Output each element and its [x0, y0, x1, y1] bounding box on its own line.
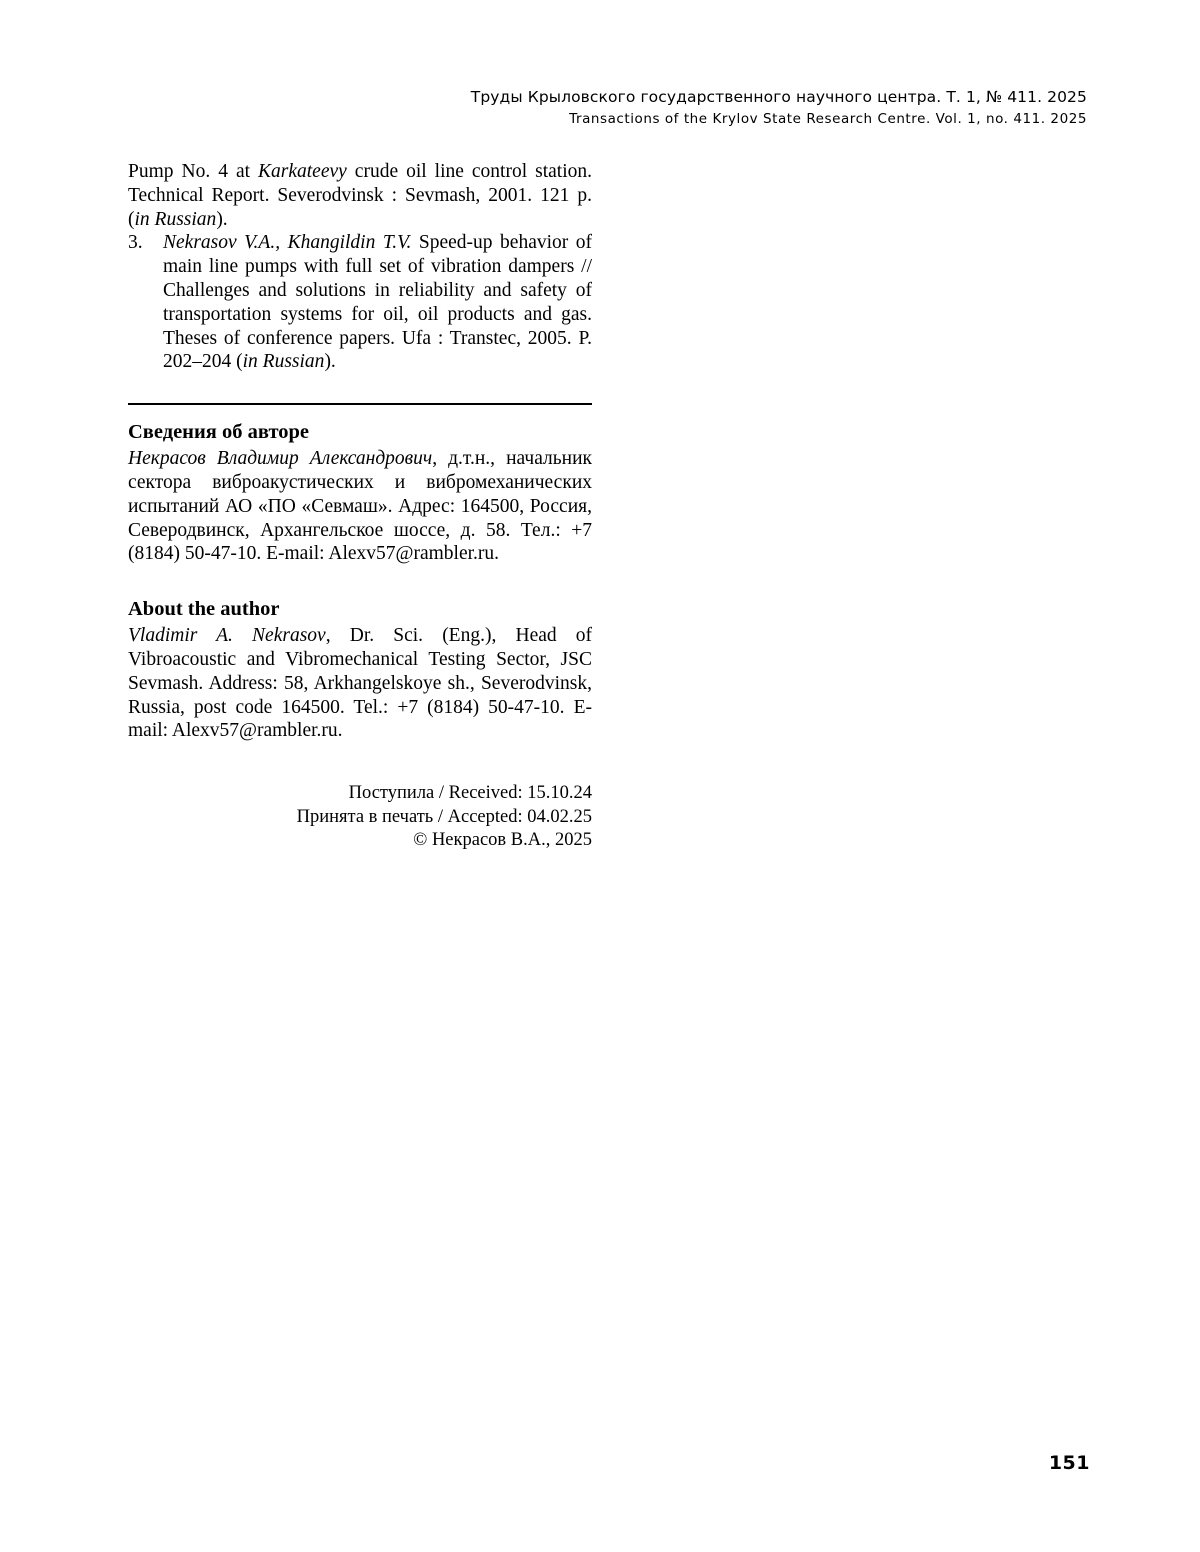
- author-section-heading-en: About the author: [128, 598, 280, 621]
- ref-cont-italic2: in Russian: [134, 208, 217, 230]
- author-name-ru: Некрасов Владимир Александрович: [128, 448, 433, 470]
- reference-body-end: ).: [324, 351, 336, 373]
- date-received: Поступила / Received: 15.10.24: [348, 783, 592, 803]
- date-accepted: Принята в печать / Accepted: 04.02.25: [296, 806, 592, 827]
- author-body-ru: , д.т.н., начальник сектора виброакустических и вибромеханических испытаний АО «ПО «Севмаш». Адрес: 164500, Россия, Северодвинск, Архангельское шоссе, д. 58. Тел.: +7 (8184) 50-47-10. E-mail: Alexv57@rambler.ru.: [128, 448, 593, 565]
- reference-body: Speed-up behavior of main line pumps with full set of vibration dampers // Challenges and solutions in reliability and safety of transportation systems for oil, oil products and gas. Theses of conference papers. Ufa : Transtec, 2005. P. 202–204 (: [163, 232, 592, 373]
- reference-authors: Nekrasov V.A., Khangildin T.V.: [163, 232, 412, 254]
- ref-cont-part2: crude oil line control station. Technical Report. Severodvinsk : Sevmash, 2001. 121 p. (: [128, 161, 592, 230]
- main-text-column: [128, 160, 592, 743]
- reference-continued: [128, 160, 592, 231]
- running-head-russian: Труды Крыловского государственного научного центра. Т. 1, № 411. 2025: [470, 88, 1087, 106]
- copyright-line: © Некрасов В.А., 2025: [413, 830, 592, 850]
- author-info-ru: [128, 447, 592, 566]
- author-name-en: Vladimir A. Nekrasov: [128, 625, 326, 647]
- reference-italic-tail: in Russian: [242, 351, 325, 373]
- running-head: [471, 88, 1087, 127]
- ref-cont-italic1: Karkateevy: [258, 161, 347, 182]
- reference-number: 3.: [128, 232, 143, 254]
- submission-dates: [128, 782, 592, 853]
- author-body-en: , Dr. Sci. (Eng.), Head of Vibroacoustic and Vibromechanical Testing Sector, JSC Sevmash. Address: 58, Arkhangelskoye sh., Severodvinsk, Russia, post code 164500. Tel.: +7 (8184) 50-47-10. E-mail: Alexv57@rambler.ru.: [128, 625, 593, 742]
- section-divider: [128, 403, 592, 405]
- author-section-heading-ru: Сведения об авторе: [128, 421, 309, 444]
- author-info-en: [128, 624, 592, 743]
- ref-cont-part3: ).: [216, 208, 228, 230]
- page-number: 151: [1048, 1452, 1090, 1474]
- ref-cont-part1: Pump No. 4 at: [128, 161, 259, 182]
- running-head-english: Transactions of the Krylov State Research Centre. Vol. 1, no. 411. 2025: [569, 111, 1087, 127]
- reference-item-3: [128, 231, 592, 374]
